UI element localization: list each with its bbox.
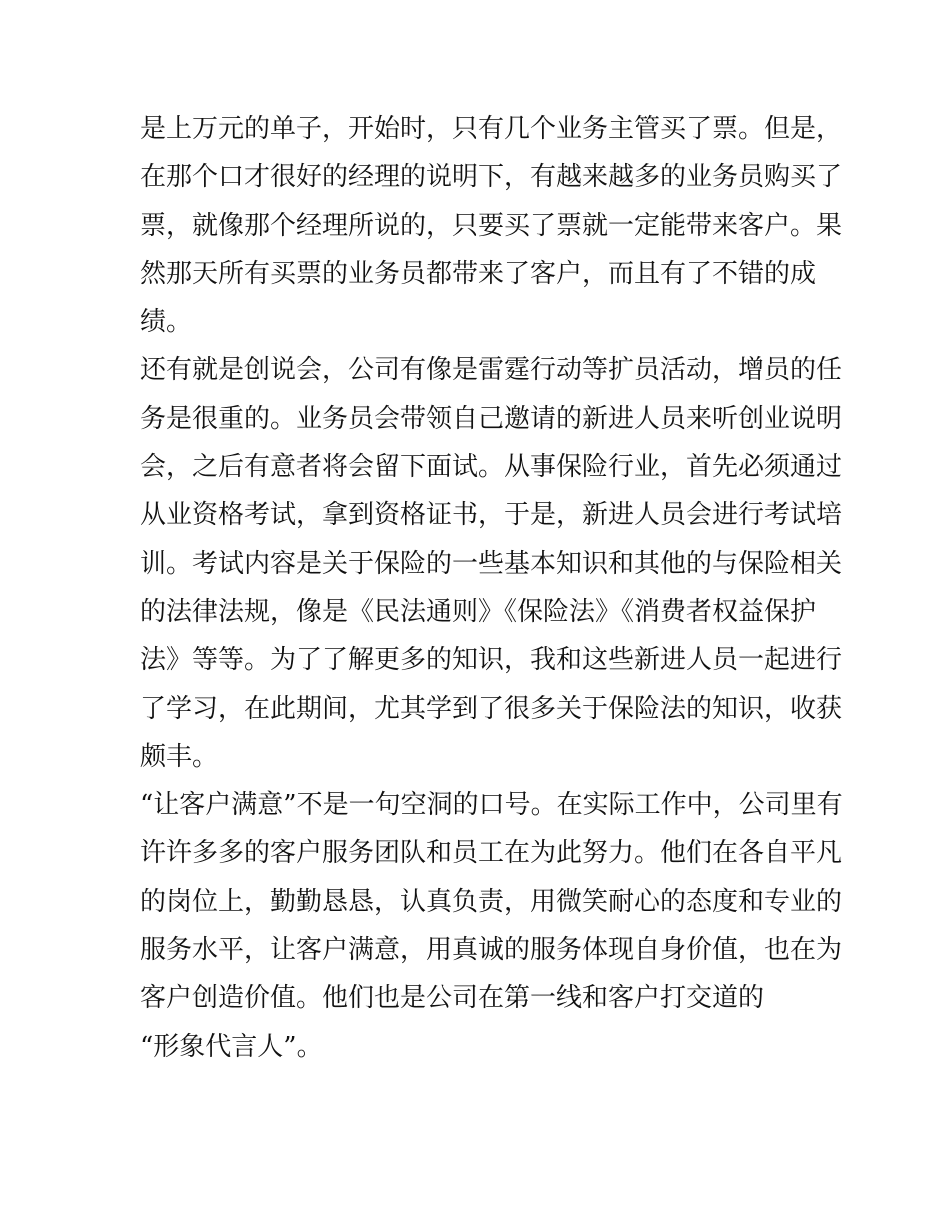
text-line: 颇丰。 <box>140 741 219 772</box>
text-line: 绩。 <box>140 307 193 338</box>
text-line: 的岗位上，勤勤恳恳，认真负责，用微笑耐心的态度和专业的 <box>140 886 843 917</box>
paragraph-1 <box>140 105 843 346</box>
text-line: 还有就是创说会，公司有像是雷霆行动等扩员活动，增员的任 <box>140 355 843 386</box>
text-line: 的法律法规，像是《民法通则》《保险法》《消费者权益保护 <box>140 596 817 627</box>
paragraph-2 <box>140 346 843 781</box>
text-line: 然那天所有买票的业务员都带来了客户，而且有了不错的成 <box>140 258 817 289</box>
text-line: “让客户满意”不是一句空洞的口号。在实际工作中，公司里有 <box>140 790 843 821</box>
text-line: 从业资格考试，拿到资格证书，于是，新进人员会进行考试培 <box>140 500 843 531</box>
text-line: 票，就像那个经理所说的，只要买了票就一定能带来客户。果 <box>140 210 843 241</box>
text-line: 客户创造价值。他们也是公司在第一线和客户打交道的 <box>140 983 765 1014</box>
text-line: 法》等等。为了了解更多的知识，我和这些新进人员一起进行 <box>140 645 843 676</box>
document-body <box>140 105 843 1071</box>
text-line: 在那个口才很好的经理的说明下，有越来越多的业务员购买了 <box>140 162 843 193</box>
text-line: 务是很重的。业务员会带领自己邀请的新进人员来听创业说明 <box>140 403 843 434</box>
paragraph-3 <box>140 781 843 1071</box>
text-line: “形象代言人”。 <box>140 1031 323 1062</box>
text-line: 服务水平，让客户满意，用真诚的服务体现自身价值，也在为 <box>140 935 843 966</box>
text-line: 了学习，在此期间，尤其学到了很多关于保险法的知识，收获 <box>140 693 843 724</box>
text-line: 是上万元的单子，开始时，只有几个业务主管买了票。但是， <box>140 114 843 144</box>
text-line: 训。考试内容是关于保险的一些基本知识和其他的与保险相关 <box>140 548 843 579</box>
text-line: 会，之后有意者将会留下面试。从事保险行业，首先必须通过 <box>140 452 843 483</box>
text-line: 许许多多的客户服务团队和员工在为此努力。他们在各自平凡 <box>140 838 843 869</box>
